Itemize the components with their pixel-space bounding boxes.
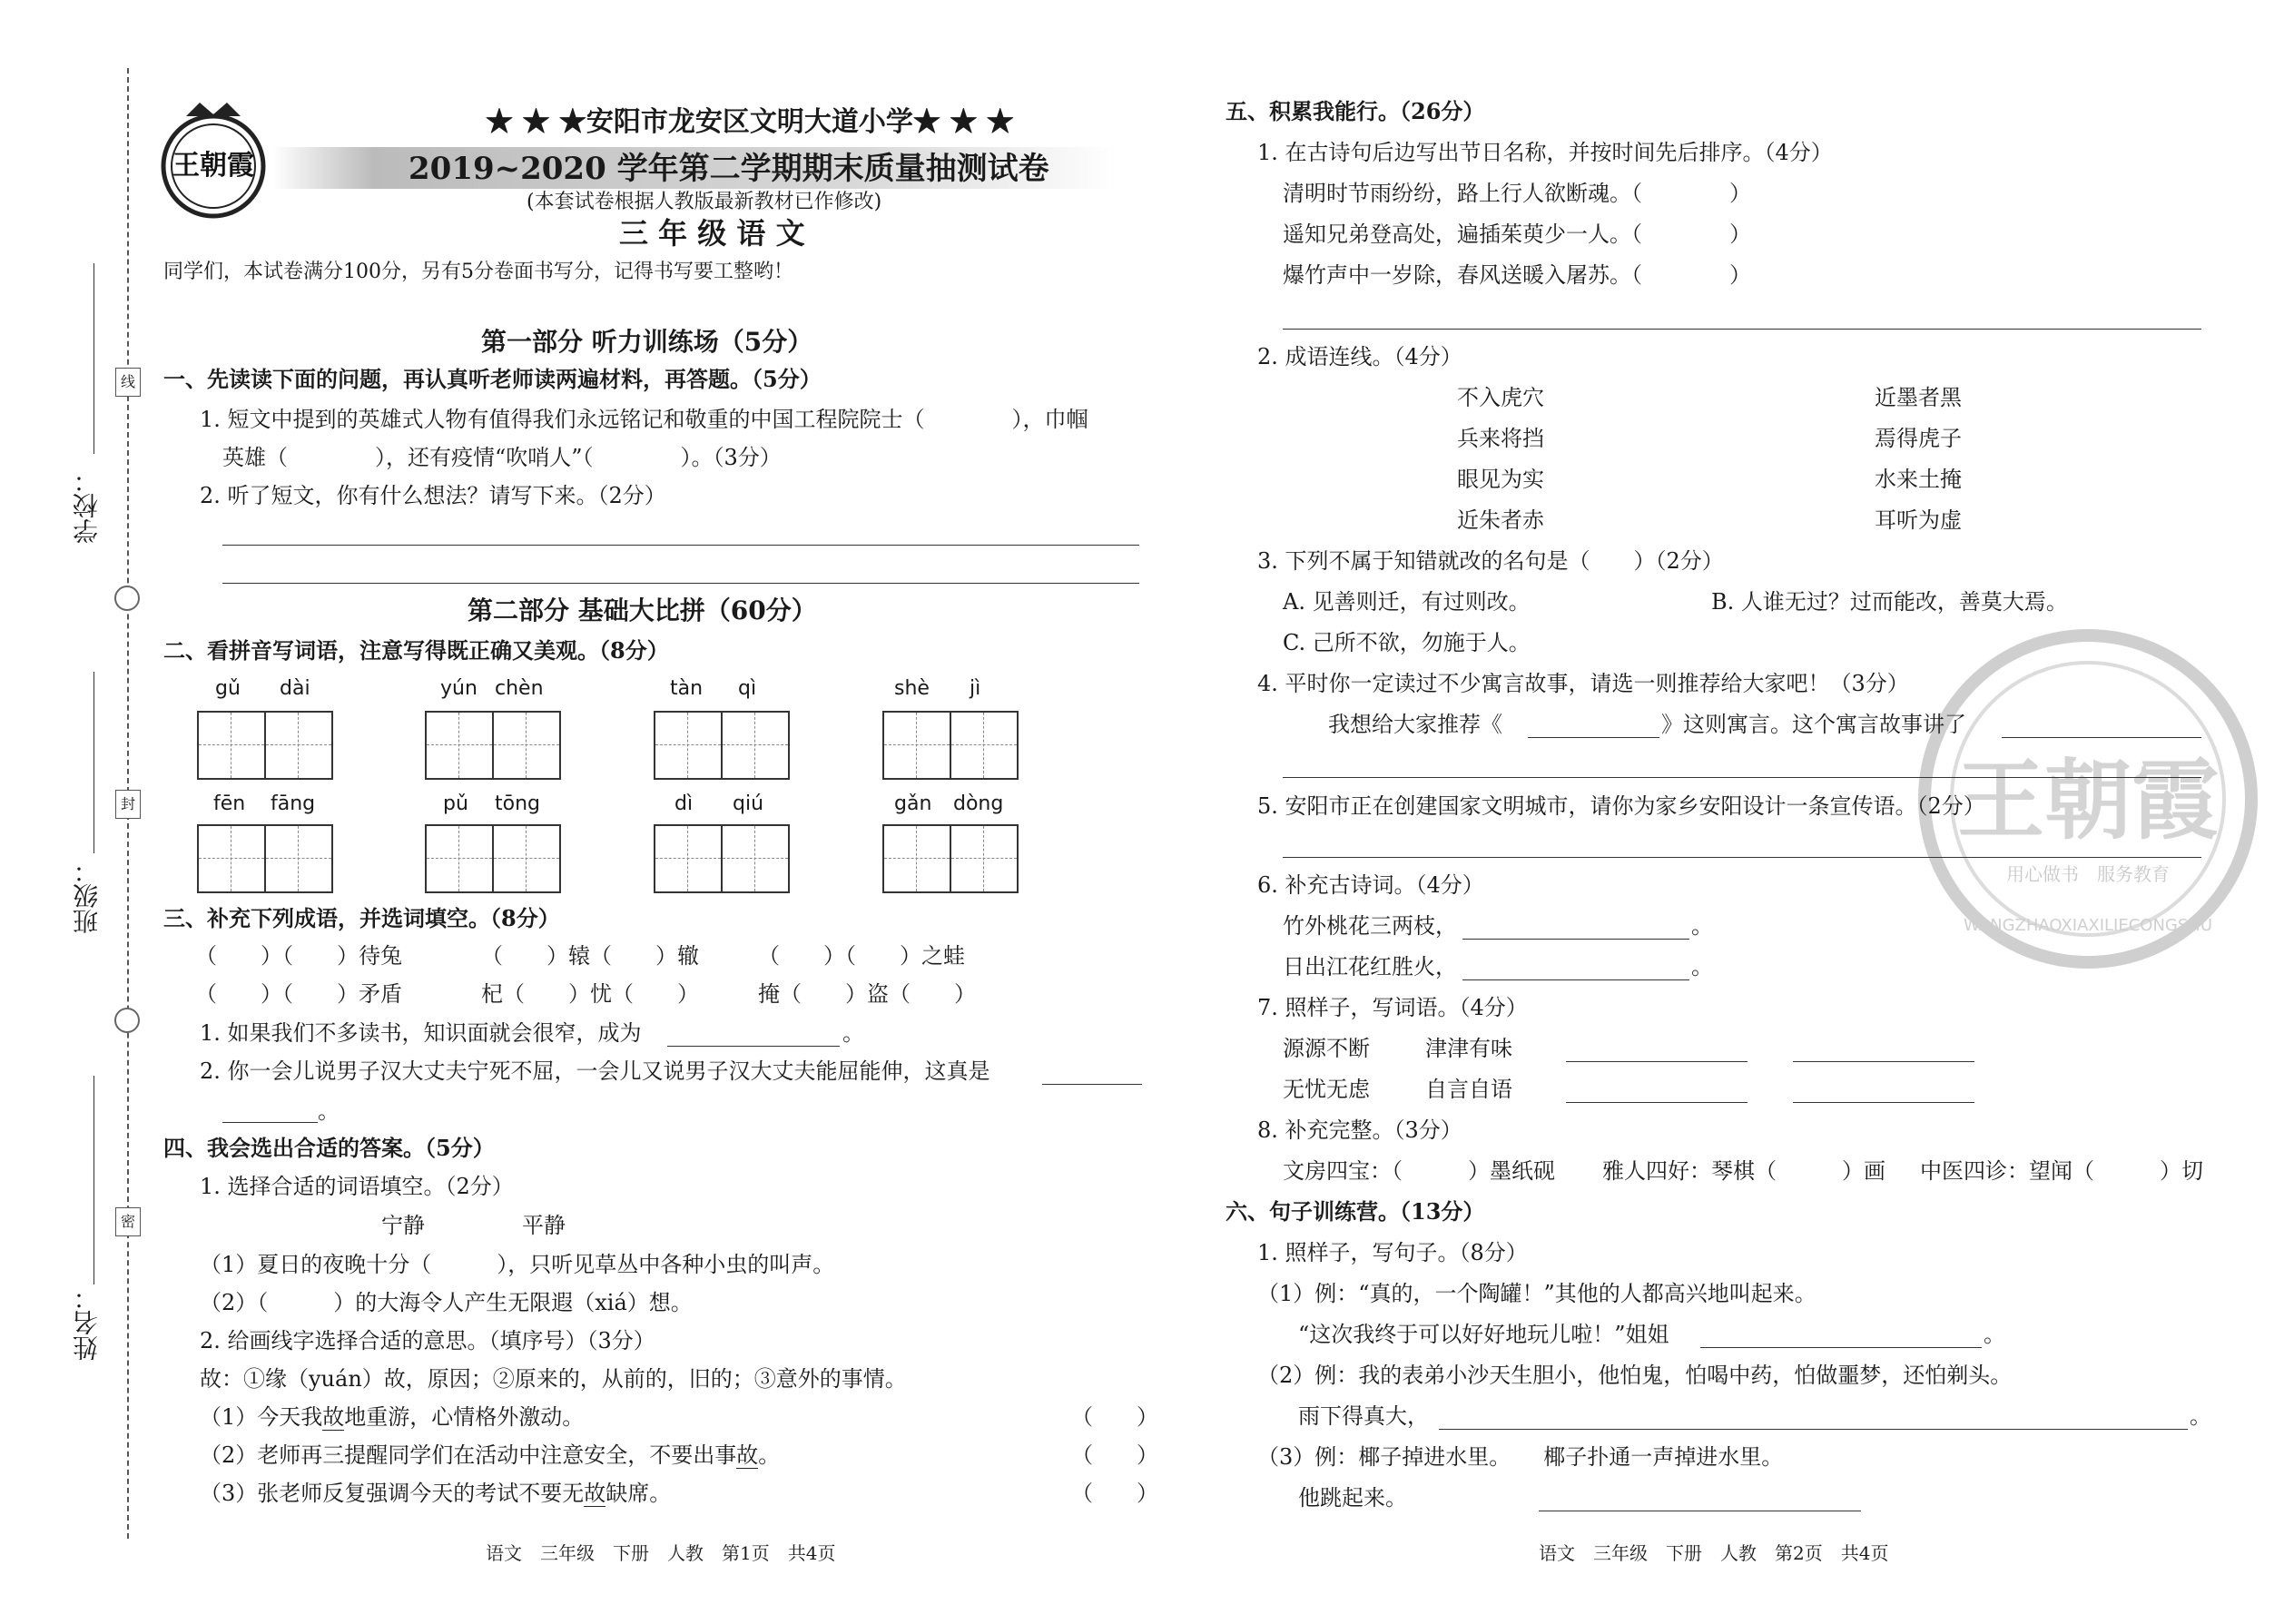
fill-blank[interactable]: 文房四宝：（ ）墨纸砚 [1283, 1158, 1555, 1184]
binding-mark-feng: 封 [115, 790, 141, 819]
s6-q1: 1. 照样子，写句子。（8分） [1257, 1240, 1528, 1265]
binding-hole [114, 586, 140, 611]
binding-mark-mi: 密 [115, 1207, 141, 1236]
s4-j2: （2）老师再三提醒同学们在活动中注意安全，不要出事故。 [200, 1442, 781, 1468]
s6-prompt2: 雨下得真大， [1298, 1403, 1429, 1429]
idiom-blank[interactable]: （ ）（ ）待兔 [195, 943, 402, 969]
s6-prompt3: 他跳起来。 [1298, 1485, 1407, 1511]
answer-line[interactable] [667, 1046, 840, 1047]
poem-prompt: 日出江花红胜火， [1283, 954, 1457, 979]
s3-q2: 2. 你一会儿说男子汉大丈夫宁死不屈，一会儿又说男子汉大丈夫能屈能伸，这真是 [200, 1058, 990, 1084]
answer-line[interactable] [222, 1122, 318, 1123]
pinyin: shè [894, 677, 930, 700]
fill-blank[interactable]: 中医四诊：望闻（ ）切 [1920, 1158, 2203, 1184]
word-option: 宁静 [381, 1213, 425, 1238]
part2-heading: 第二部分 基础大比拼（60分） [468, 595, 817, 625]
s5-q3: 3. 下列不属于知错就改的名句是（ ）（2分） [1257, 548, 1724, 574]
s4-j3: （3）张老师反复强调今天的考试不要无故缺席。 [200, 1481, 672, 1506]
answer-line[interactable] [1700, 1347, 1982, 1348]
poem-line: 遥知兄弟登高处，遍插茱萸少一人。（ ） [1283, 221, 1751, 247]
idiom-left[interactable]: 眼见为实 [1457, 467, 1544, 492]
pinyin: qiú [733, 792, 764, 815]
s5-q4-prompt-b: 》这则寓言。这个寓言故事讲了 [1661, 712, 1966, 737]
poem-line: 清明时节雨纷纷，路上行人欲断魂。（ ） [1283, 181, 1751, 206]
answer-paren[interactable]: （ ） [1071, 1404, 1158, 1430]
pinyin: fāng [271, 792, 316, 815]
answer-line[interactable] [1042, 1084, 1142, 1085]
poem-line: 爆竹声中一岁除，春风送暖入屠苏。（ ） [1283, 262, 1751, 288]
s4-q2: 2. 给画线字选择合适的意思。（填序号）（3分） [200, 1328, 655, 1353]
pinyin: tōng [495, 792, 540, 815]
watermark-name: 王朝霞 [1957, 749, 2219, 851]
writing-grid[interactable] [654, 711, 788, 780]
answer-line[interactable] [1283, 777, 2201, 778]
school-label: 学校： [72, 468, 102, 544]
idiom-blank[interactable]: 杞（ ）忧（ ） [481, 981, 699, 1007]
idiom-left[interactable]: 兵来将挡 [1457, 426, 1544, 451]
s5-q8: 8. 补充完整。（3分） [1257, 1117, 1462, 1143]
example-word: 津津有味 [1425, 1036, 1512, 1061]
s4-j1: （1）今天我故地重游，心情格外激动。 [200, 1404, 585, 1430]
answer-line[interactable] [222, 583, 1139, 584]
s5-q5: 5. 安阳市正在创建国家文明城市，请你为家乡安阳设计一条宣传语。（2分） [1257, 793, 1985, 819]
section4-title: 四、我会选出合适的答案。（5分） [163, 1135, 495, 1161]
answer-paren[interactable]: （ ） [1071, 1442, 1158, 1468]
option-b[interactable]: B. 人谁无过？过而能改，善莫大焉。 [1711, 589, 2068, 615]
s6-example2: （2）例：我的表弟小沙天生胆小，他怕鬼，怕喝中药，怕做噩梦，还怕剃头。 [1257, 1363, 2013, 1388]
school-name: ★ ★ ★安阳市龙安区文明大道小学★ ★ ★ [486, 106, 1014, 138]
s6-example3: （3）例：椰子掉进水里。 椰子扑通一声掉进水里。 [1257, 1444, 1784, 1470]
answer-line[interactable] [1462, 979, 1689, 980]
word-option: 平静 [522, 1213, 566, 1238]
answer-line[interactable] [1566, 1102, 1748, 1103]
s4-item1: （1）夏日的夜晚十分（ ），只听见草丛中各种小虫的叫声。 [200, 1252, 835, 1277]
s5-q4-prompt-a: 我想给大家推荐《 [1328, 712, 1502, 737]
idiom-blank[interactable]: 掩（ ）盗（ ） [758, 981, 976, 1007]
pinyin: dài [280, 677, 310, 700]
intro-text: 同学们，本试卷满分100分，另有5分卷面书写分，记得书写要工整哟！ [163, 261, 793, 283]
name-label: 姓名： [72, 1284, 102, 1361]
option-a[interactable]: A. 见善则迁，有过则改。 [1283, 589, 1531, 615]
pinyin: dòng [953, 792, 1004, 815]
logo-emblem [154, 98, 272, 234]
section2-title: 二、看拼音写词语，注意写得既正确又美观。（8分） [163, 637, 669, 664]
pinyin: gǔ [215, 677, 241, 700]
idiom-right[interactable]: 水来土掩 [1875, 467, 1962, 492]
s5-q7: 7. 照样子，写词语。（4分） [1257, 995, 1528, 1020]
s5-q1: 1. 在古诗句后边写出节日名称，并按时间先后排序。（4分） [1257, 140, 1833, 165]
idiom-left[interactable]: 近朱者赤 [1457, 507, 1544, 533]
logo-text: 王朝霞 [172, 150, 254, 182]
pinyin: chèn [495, 677, 544, 700]
pinyin: tàn [670, 677, 704, 700]
writing-grid[interactable] [197, 711, 331, 780]
answer-paren[interactable]: （ ） [1071, 1481, 1158, 1506]
idiom-right[interactable]: 耳听为虚 [1875, 507, 1962, 533]
part1-heading: 第一部分 听力训练场（5分） [481, 327, 813, 357]
s1-q2: 2. 听了短文，你有什么想法？请写下来。（2分） [200, 483, 666, 508]
section1-title: 一、先读读下面的问题，再认真听老师读两遍材料，再答题。（5分） [163, 366, 822, 392]
s5-q6: 6. 补充古诗词。（4分） [1257, 872, 1484, 898]
binding-hole [114, 1008, 140, 1033]
s3-q1: 1. 如果我们不多读书，知识面就会很窄，成为 [200, 1020, 642, 1046]
s5-q2: 2. 成语连线。（4分） [1257, 344, 1462, 369]
binding-mark-xian: 线 [115, 368, 141, 397]
subject-title: 三 年 级 语 文 [619, 216, 805, 251]
s3-q2-end: 。 [318, 1098, 340, 1124]
class-label: 班级： [72, 858, 102, 934]
pinyin: yún [440, 677, 478, 700]
writing-grid[interactable] [654, 824, 788, 893]
answer-line[interactable] [1566, 1061, 1748, 1062]
writing-grid[interactable] [197, 824, 331, 893]
section6-title: 六、句子训练营。（13分） [1226, 1198, 1485, 1225]
edition-note: (本套试卷根据人教版最新教材已作修改) [527, 191, 882, 213]
answer-line[interactable] [1439, 1429, 2188, 1430]
answer-line[interactable] [1283, 857, 2201, 858]
poem-prompt: 竹外桃花三两枝， [1283, 913, 1457, 939]
pinyin: jì [970, 677, 981, 700]
idiom-blank[interactable]: （ ）（ ）矛盾 [195, 981, 402, 1007]
idiom-left[interactable]: 不入虎穴 [1457, 385, 1544, 410]
page-footer-1: 语文 三年级 下册 人教 第1页 共4页 [486, 1542, 836, 1564]
answer-line[interactable] [222, 545, 1139, 546]
section5-title: 五、积累我能行。（26分） [1226, 98, 1485, 124]
s4-q1: 1. 选择合适的词语填空。（2分） [200, 1174, 514, 1199]
pinyin: qì [738, 677, 757, 700]
s4-item2: （2）（ ）的大海令人产生无限遐（xiá）想。 [200, 1290, 693, 1315]
example-word: 自言自语 [1425, 1077, 1512, 1102]
watermark-ring-text: WANGZHAOXIAXILIECONGSHU [1963, 916, 2213, 935]
writing-grid[interactable] [425, 824, 559, 893]
idiom-blank[interactable]: （ ）辕（ ）辙 [481, 943, 699, 969]
idiom-right[interactable]: 焉得虎子 [1875, 426, 1962, 451]
pinyin: dì [674, 792, 694, 815]
page-footer-2: 语文 三年级 下册 人教 第2页 共4页 [1539, 1542, 1889, 1564]
answer-line[interactable] [1528, 737, 1659, 738]
option-c[interactable]: C. 己所不欲，勿施于人。 [1283, 630, 1531, 655]
answer-line[interactable] [1283, 329, 2201, 330]
s1-q1-cont: 英雄（ ），还有疫情“吹哨人”（ ）。（3分） [222, 445, 782, 470]
fill-blank[interactable]: 雅人四好：琴棋（ ）画 [1602, 1158, 1885, 1184]
answer-line[interactable] [1793, 1102, 1974, 1103]
pinyin: fēn [213, 792, 246, 815]
s6-example1: （1）例：“真的，一个陶罐！”其他的人都高兴地叫起来。 [1257, 1281, 1816, 1306]
idiom-right[interactable]: 近墨者黑 [1875, 385, 1962, 410]
exam-title: 2019~2020 学年第二学期期末质量抽测试卷 [409, 151, 1049, 187]
example-word: 源源不断 [1283, 1036, 1370, 1061]
writing-grid[interactable] [882, 824, 1017, 893]
pinyin: pǔ [443, 792, 468, 815]
s4-definition: 故：①缘（yuán）故，原因；②原来的，从前的，旧的；③意外的事情。 [200, 1366, 907, 1392]
section3-title: 三、补充下列成语，并选词填空。（8分） [163, 905, 560, 931]
answer-line[interactable] [1793, 1061, 1974, 1062]
answer-line[interactable] [1462, 939, 1689, 940]
writing-grid[interactable] [882, 711, 1017, 780]
s1-q1: 1. 短文中提到的英雄式人物有值得我们永远铭记和敬重的中国工程院院士（ ），巾帼 [200, 407, 1088, 432]
example-word: 无忧无虑 [1283, 1077, 1370, 1102]
s6-prompt1: “这次我终于可以好好地玩儿啦！”姐姐 [1298, 1322, 1669, 1347]
idiom-blank[interactable]: （ ）（ ）之蛙 [758, 943, 965, 969]
answer-line[interactable] [2002, 737, 2201, 738]
s5-q4: 4. 平时你一定读过不少寓言故事，请选一则推荐给大家吧！（3分） [1257, 671, 1909, 696]
pinyin: gǎn [894, 792, 932, 815]
writing-grid[interactable] [425, 711, 559, 780]
watermark-motto: 用心做书 服务教育 [2006, 863, 2170, 885]
